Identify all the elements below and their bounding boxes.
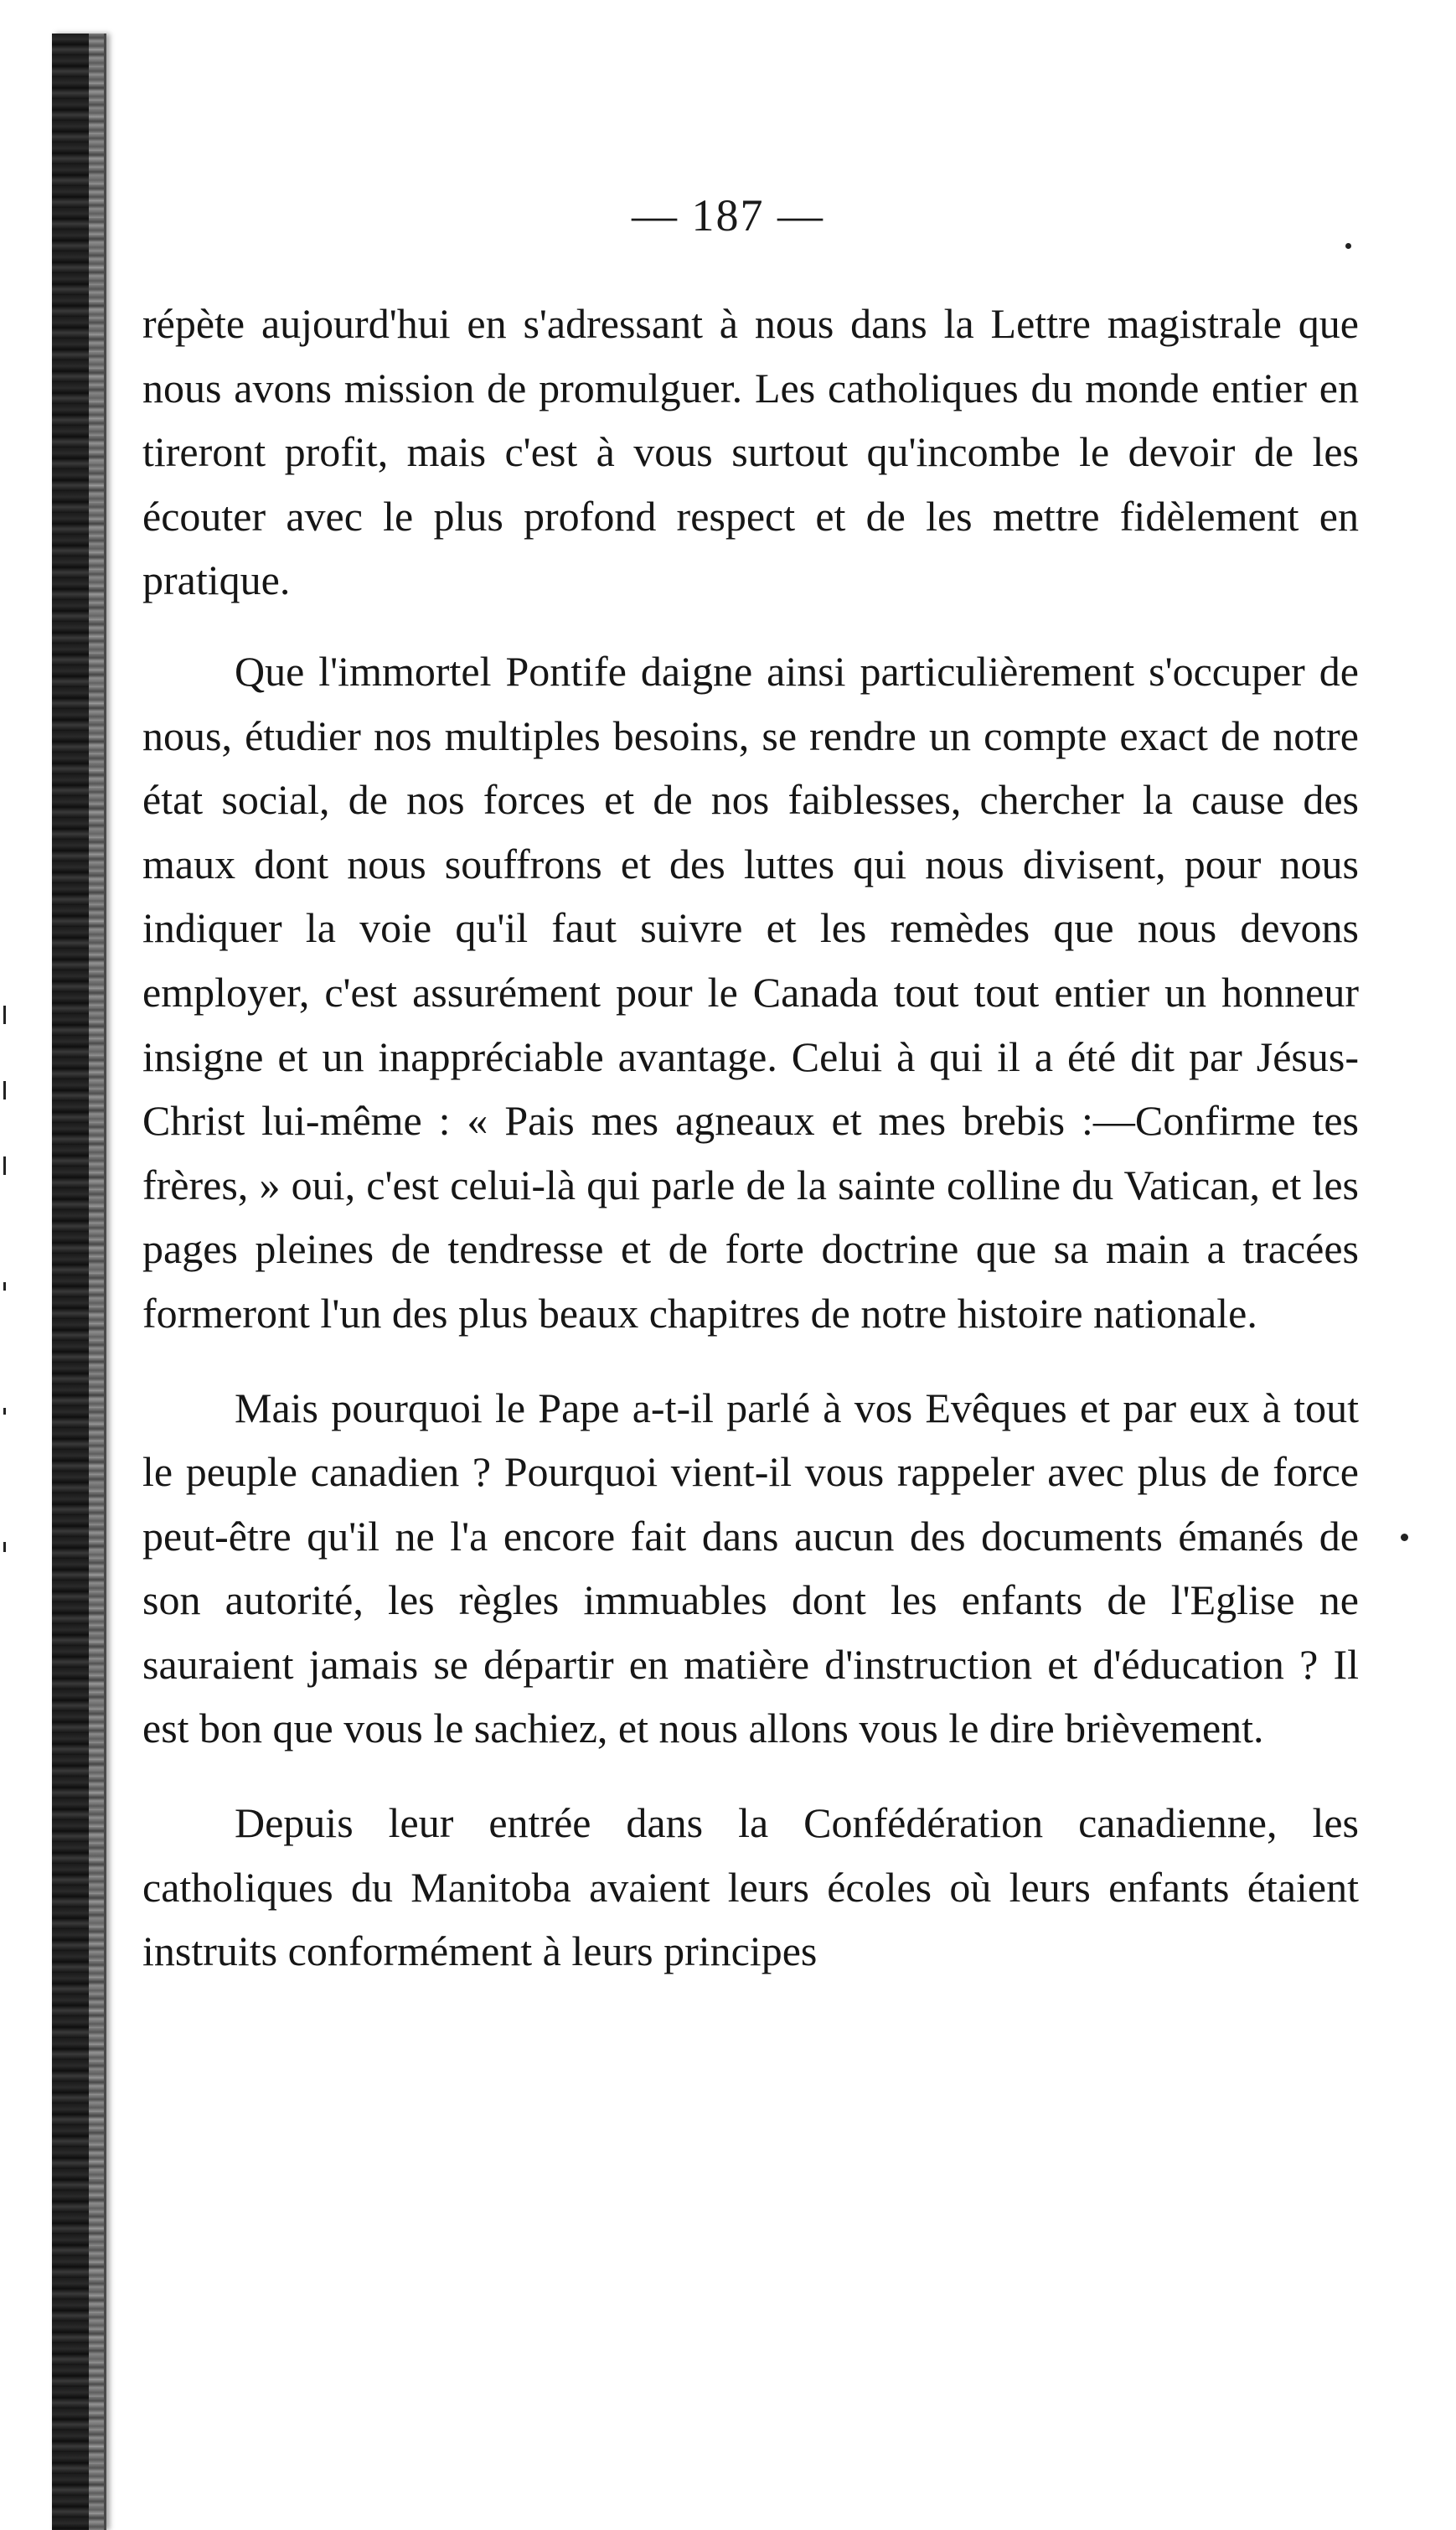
paragraph: Depuis leur entrée dans la Confédération canadienne, les catholiques du Manitoba avaient leurs écoles où leurs enfants étaient instruits conformément à leurs principes — [142, 1799, 1359, 1975]
page-edge-marks — [0, 1006, 17, 1592]
body-text — [142, 292, 1359, 1984]
ink-speck — [1401, 1534, 1408, 1541]
paragraph: Que l'immortel Pontife daigne ainsi particulièrement s'occuper de nous, étudier nos multiples besoins, se rendre un compte exact de notre état social, de nos forces et de nos faiblesses, chercher la cause des maux dont nous souffrons et des luttes qui nous divisent, pour nous indiquer la voie qu'il faut suivre et les remèdes que nous devons employer, c'est assurément pour le Canada tout tout entier un honneur insigne et un inappréciable avantage. Celui à qui il a été dit par Jésus-Christ lui-même : « Pais mes agneaux et mes brebis :—Confirme tes frères, » oui, c'est celui-là qui parle de la sainte colline du Vatican, et les pages pleines de tendresse et de forte doctrine que sa main a tracées formeront l'un des plus beaux chapitres de notre histoire nationale. — [142, 647, 1359, 1337]
paragraph: Mais pourquoi le Pape a-t-il parlé à vos Evêques et par eux à tout le peuple canadien ? Pourquoi vient-il vous rappeler avec plus de force peut-être qu'il ne l'a encore fait dans aucun des documents émanés de son autorité, les règles immuables dont les enfants de l'Eglise ne sauraient jamais se départir en matière d'instruction et d'éducation ? Il est bon que vous le sachiez, et nous allons vous le dire brièvement. — [142, 1384, 1359, 1752]
page-number: — 187 — — [632, 190, 824, 241]
ink-speck — [1345, 243, 1351, 249]
paragraph: répète aujourd'hui en s'adressant à nous dans la Lettre magistrale que nous avons mission de promulguer. Les catholiques du monde entier en tireront profit, mais c'est à vous surtout qu'incombe le devoir de les écouter avec le plus profond respect et de les mettre fidèlement en pratique. — [142, 300, 1359, 604]
book-binding-edge — [52, 34, 106, 2530]
